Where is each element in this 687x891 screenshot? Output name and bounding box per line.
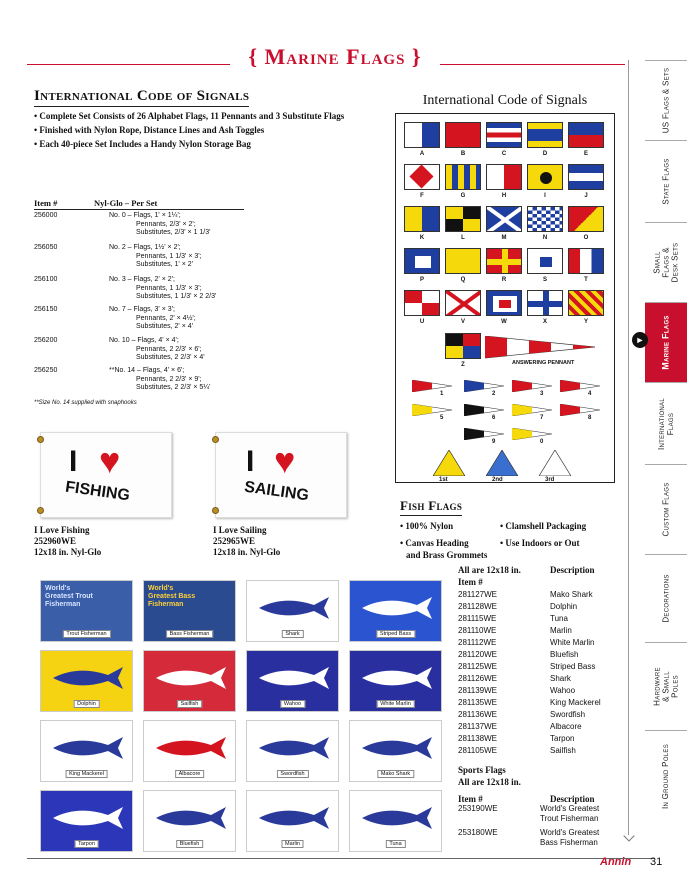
signal-flag-w — [486, 290, 522, 316]
number-pennant — [464, 404, 506, 416]
fish-flag-photo — [246, 580, 339, 642]
signal-flag-s — [527, 248, 563, 274]
item-number: 281127WE — [458, 590, 497, 599]
item-number: 281125WE — [458, 662, 497, 671]
row-desc — [109, 244, 279, 270]
pennant-number: 1 — [440, 391, 444, 397]
bullet-item: • Each 40-piece Set Includes a Handy Nylon Storage Bag — [34, 139, 251, 149]
pennant-number: 9 — [492, 439, 496, 445]
sports-item-number: 253180WE — [458, 828, 498, 837]
heart-icon: ♥ — [274, 441, 296, 481]
fish-description: Marlin — [550, 626, 572, 635]
desc-line: Pennants, 1 1/3' × 3'; — [136, 252, 202, 260]
fish-col-desc: Description — [550, 565, 595, 575]
desc-line: Substitutes, 2' × 4' — [136, 323, 193, 330]
fish-flag-photo — [349, 650, 442, 712]
fish-description: Sailfish — [550, 746, 576, 755]
col-item: Item # — [34, 198, 58, 208]
flag-letter: R — [501, 277, 507, 283]
flag-letter: E — [583, 151, 588, 157]
signal-flag-l — [445, 206, 481, 232]
desc-line: No. 10 – Flags, 4' × 4'; — [109, 337, 179, 344]
number-pennant — [464, 380, 506, 392]
price-row — [34, 337, 274, 367]
fish-icon — [48, 663, 128, 693]
signal-flag-h — [486, 164, 522, 190]
price-table-header — [34, 198, 244, 210]
fish-icon — [48, 733, 128, 763]
desc-line: Substitutes, 2 2/3' × 5¼' — [136, 384, 211, 391]
flag-letter: N — [542, 235, 548, 241]
sidebar-item-custom-flags[interactable] — [645, 464, 687, 554]
photo-label: Tuna — [385, 840, 405, 848]
pennant-number: 8 — [588, 415, 592, 421]
sports-flag-text: World's Greatest Trout Fisherman — [45, 585, 93, 608]
product-name: I Love Sailing — [213, 525, 267, 535]
fish-row — [458, 710, 628, 721]
item-number: 281139WE — [458, 686, 497, 695]
photo-label: Bluefish — [176, 840, 204, 848]
flag-letter: P — [419, 277, 424, 283]
desc-line: No. 2 – Flags, 1½' × 2'; — [109, 244, 181, 251]
sidebar-item-in-ground-poles[interactable] — [645, 730, 687, 822]
flag-letter: U — [419, 319, 425, 325]
photo-label: Swordfish — [276, 770, 308, 778]
item-number: 256100 — [34, 276, 58, 283]
fish-size-note: All are 12x18 in. — [458, 565, 521, 575]
fish-flag-photo — [40, 720, 133, 782]
fish-row — [458, 662, 628, 673]
brand-logo: Annin — [600, 856, 632, 868]
grommet — [37, 436, 44, 443]
fish-icon — [357, 663, 437, 693]
flag-letter: S — [542, 277, 547, 283]
signal-flag-q — [445, 248, 481, 274]
photo-label: Wahoo — [280, 700, 305, 708]
sidebar-item-label: Hardware & Small Poles — [652, 667, 680, 706]
desc-line: Substitutes, 1 1/3' × 2 2/3' — [136, 293, 217, 300]
desc-line: Pennants, 2' × 4½'; — [136, 314, 196, 322]
row-desc — [109, 306, 279, 332]
sidebar-item-international-flags[interactable] — [645, 382, 687, 464]
sidebar-item-label: In Ground Poles — [661, 743, 671, 810]
photo-label: Mako Shark — [377, 770, 414, 778]
sidebar-item-label: Marine Flags — [660, 315, 671, 370]
fish-bullet-cont: and Brass Grommets — [406, 550, 488, 560]
fish-description: Wahoo — [550, 686, 576, 695]
fish-description: Shark — [550, 674, 571, 683]
page-title: { Marine Flags } — [230, 40, 440, 74]
price-row — [34, 212, 274, 242]
fish-icon — [357, 803, 437, 833]
col-desc: Nyl-Glo – Per Set — [94, 198, 158, 208]
pennant-number: 6 — [492, 415, 496, 421]
fish-description: Albacore — [550, 722, 582, 731]
fish-row — [458, 626, 628, 637]
item-number: 256050 — [34, 244, 58, 251]
sidebar-item-label: International Flags — [657, 397, 675, 450]
fish-row — [458, 590, 628, 601]
sidebar-item-decorations[interactable] — [645, 554, 687, 642]
photo-label: Shark — [281, 630, 303, 638]
item-number: 281105WE — [458, 746, 497, 755]
fish-col-item: Item # — [458, 577, 483, 587]
product-size: 12x18 in. Nyl-Glo — [34, 547, 102, 557]
flag-letter: T — [584, 277, 588, 283]
signal-flag-e — [568, 122, 604, 148]
number-pennant — [512, 404, 554, 416]
fish-bullet: • Clamshell Packaging — [500, 521, 587, 531]
product-item: 252960WE — [34, 536, 77, 546]
love-fishing-caption — [34, 525, 154, 558]
sidebar-item-us-flags[interactable] — [645, 60, 687, 140]
item-number: 256150 — [34, 306, 58, 313]
substitute-pennant — [539, 450, 571, 476]
price-row — [34, 367, 274, 397]
desc-line: Pennants, 2 2/3' × 6'; — [136, 345, 202, 353]
fish-icon — [151, 803, 231, 833]
number-pennant — [412, 380, 454, 392]
flag-letter: J — [584, 193, 588, 199]
signal-flag-x — [527, 290, 563, 316]
flag-letter: F — [420, 193, 424, 199]
price-row — [34, 276, 274, 306]
signal-flag-r — [486, 248, 522, 274]
desc-line: Pennants, 1 1/3' × 3'; — [136, 284, 202, 292]
grommet — [212, 507, 219, 514]
photo-label: Dolphin — [73, 700, 100, 708]
flag-letter: D — [542, 151, 548, 157]
pennant-number: 0 — [540, 439, 544, 445]
photo-label: Albacore — [175, 770, 205, 778]
fish-row — [458, 638, 628, 649]
sidebar-item-label: Small Flags & Desk Sets — [652, 242, 680, 283]
photo-label: Striped Bass — [376, 630, 415, 638]
love-word: SAILING — [243, 478, 310, 505]
desc-line: No. 0 – Flags, 1' × 1¼'; — [109, 212, 181, 219]
signal-flag-z — [445, 333, 481, 359]
number-pennant — [560, 380, 602, 392]
fish-icon — [254, 663, 334, 693]
footer-rule — [27, 858, 655, 859]
i-love-fishing-flag — [40, 432, 172, 518]
fish-flag-photo — [143, 580, 236, 642]
fish-icon — [151, 733, 231, 763]
fish-description: White Marlin — [550, 638, 595, 647]
row-desc — [109, 212, 279, 238]
item-number: 281126WE — [458, 674, 497, 683]
flag-letter: M — [501, 235, 507, 241]
number-pennant — [412, 404, 454, 416]
number-pennant — [512, 380, 554, 392]
fish-flag-photo — [40, 580, 133, 642]
item-number: 281136WE — [458, 710, 497, 719]
price-row — [34, 244, 274, 274]
signal-flag-t — [568, 248, 604, 274]
signal-flag-a — [404, 122, 440, 148]
sports-item-number: 253190WE — [458, 804, 498, 813]
signal-flag-v — [445, 290, 481, 316]
answering-pennant — [485, 336, 595, 362]
signal-flag-f — [404, 164, 440, 190]
signal-flag-k — [404, 206, 440, 232]
flag-letter: G — [460, 193, 466, 199]
fish-row — [458, 746, 628, 757]
product-size: 12x18 in. Nyl-Glo — [213, 547, 281, 557]
signal-flag-p — [404, 248, 440, 274]
photo-label: Marlin — [281, 840, 304, 848]
sidebar-item-small-flags[interactable] — [645, 222, 687, 302]
grommet — [212, 436, 219, 443]
desc-line: Substitutes, 2/3' × 1 1/3' — [136, 229, 211, 236]
price-row — [34, 306, 274, 336]
flag-letter: C — [501, 151, 507, 157]
sidebar-item-state-flags[interactable] — [645, 140, 687, 222]
pennant-number: 7 — [540, 415, 544, 421]
substitute-label: 1st — [439, 477, 448, 483]
photo-label: King Mackerel — [65, 770, 108, 778]
fish-flag-photo — [246, 720, 339, 782]
desc-line: Pennants, 2 2/3' × 9'; — [136, 375, 202, 383]
flag-letter: A — [419, 151, 425, 157]
sidebar-rail — [628, 60, 629, 835]
desc-line: Substitutes, 1' × 2' — [136, 261, 193, 268]
sports-col-desc: Description — [550, 794, 595, 804]
fish-icon — [357, 733, 437, 763]
desc-line: Pennants, 2/3' × 2'; — [136, 220, 196, 228]
fish-row — [458, 734, 628, 745]
fish-row — [458, 698, 628, 709]
row-desc — [109, 276, 279, 302]
signal-flag-y — [568, 290, 604, 316]
item-number: 281137WE — [458, 722, 497, 731]
fish-icon — [151, 663, 231, 693]
flag-letter: B — [460, 151, 466, 157]
signal-flag-g — [445, 164, 481, 190]
bullet-item: • Finished with Nylon Rope, Distance Lines and Ash Toggles — [34, 125, 265, 135]
fish-description: Tarpon — [550, 734, 575, 743]
substitute-label: 3rd — [545, 477, 555, 483]
grommet — [37, 507, 44, 514]
fish-icon — [254, 733, 334, 763]
answering-label: ANSWERING PENNANT — [512, 360, 575, 366]
fish-row — [458, 650, 628, 661]
flag-letter: K — [419, 235, 425, 241]
fish-description: Mako Shark — [550, 590, 593, 599]
sidebar-item-label: Custom Flags — [661, 482, 671, 537]
substitute-pennant — [433, 450, 465, 476]
substitute-label: 2nd — [492, 477, 503, 483]
fish-bullet: • 100% Nylon — [400, 521, 454, 531]
row-desc — [109, 367, 279, 393]
fish-description: King Mackerel — [550, 698, 601, 707]
flag-letter: H — [501, 193, 507, 199]
fish-flag-photo — [246, 790, 339, 852]
item-number: 281138WE — [458, 734, 497, 743]
desc-line: No. 3 – Flags, 2' × 2'; — [109, 276, 175, 283]
flag-letter: V — [460, 319, 465, 325]
ics-bullet-list — [34, 110, 354, 152]
flag-letter: X — [542, 319, 547, 325]
sidebar-item-label: State Flags — [661, 158, 671, 205]
fish-row — [458, 686, 628, 697]
love-word: FISHING — [64, 478, 131, 505]
pennant-number: 2 — [492, 391, 496, 397]
sports-flag-text: World's Greatest Bass Fisherman — [148, 585, 196, 608]
fish-description: Dolphin — [550, 602, 578, 611]
flag-letter: Q — [460, 277, 466, 283]
item-number: 281128WE — [458, 602, 497, 611]
signal-flag-c — [486, 122, 522, 148]
fish-bullet: • Canvas Heading — [400, 538, 469, 548]
fish-flag-photo — [349, 580, 442, 642]
product-item: 252965WE — [213, 536, 256, 546]
signal-flag-m — [486, 206, 522, 232]
fish-flag-photo — [40, 650, 133, 712]
fish-description: Tuna — [550, 614, 568, 623]
fish-row — [458, 722, 628, 733]
desc-line: No. 7 – Flags, 3' × 3'; — [109, 306, 175, 313]
signal-flag-i — [527, 164, 563, 190]
signal-flag-j — [568, 164, 604, 190]
item-number: 281112WE — [458, 638, 497, 647]
pennant-number: 3 — [540, 391, 544, 397]
fish-row — [458, 614, 628, 625]
flag-letter: I — [544, 193, 546, 199]
signals-title: International Code of Signals — [422, 93, 588, 108]
flag-letter: L — [461, 235, 465, 241]
item-number: 281135WE — [458, 698, 497, 707]
flag-letter: Y — [583, 319, 588, 325]
signal-flag-u — [404, 290, 440, 316]
fish-flag-photo — [349, 720, 442, 782]
i-love-sailing-flag — [215, 432, 347, 518]
item-number: 281110WE — [458, 626, 497, 635]
sports-desc-line: Trout Fisherman — [540, 814, 599, 823]
fish-icon — [48, 803, 128, 833]
item-number: 281115WE — [458, 614, 497, 623]
photo-label: Trout Fisherman — [62, 630, 110, 638]
fish-flag-photo — [143, 650, 236, 712]
fish-description: Striped Bass — [550, 662, 596, 671]
bullet-item: • Complete Set Consists of 26 Alphabet Flags, 11 Pennants and 3 Substitute Flags — [34, 111, 345, 121]
sidebar-item-hardware[interactable] — [645, 642, 687, 730]
love-sailing-caption — [213, 525, 333, 558]
active-section-arrow-icon: ► — [632, 332, 648, 348]
rail-end-mark — [623, 830, 634, 841]
sports-col-item: Item # — [458, 794, 483, 804]
item-number: 256000 — [34, 212, 58, 219]
photo-label: White Marlin — [376, 700, 415, 708]
fish-description: Swordfish — [550, 710, 586, 719]
fish-icon — [254, 593, 334, 623]
row-desc — [109, 337, 279, 363]
substitute-pennant — [486, 450, 518, 476]
fish-icon — [254, 803, 334, 833]
fish-flag-photo — [349, 790, 442, 852]
number-pennant — [560, 404, 602, 416]
fish-flag-photo — [143, 720, 236, 782]
item-number: 281120WE — [458, 650, 497, 659]
sidebar-item-label: US Flags & Sets — [661, 67, 671, 134]
item-number: 256250 — [34, 367, 58, 374]
sports-size-note: All are 12x18 in. — [458, 777, 521, 787]
ics-heading: International Code of Signals — [34, 88, 249, 107]
fish-heading: Fish Flags — [400, 498, 462, 516]
fish-flag-photo — [143, 790, 236, 852]
pennant-number: 4 — [588, 391, 592, 397]
desc-line: **No. 14 – Flags, 4' × 6'; — [109, 367, 185, 374]
page-number: 31 — [650, 856, 663, 868]
flag-letter: Z — [461, 362, 465, 368]
sidebar-item-marine-flags[interactable] — [645, 302, 687, 382]
signal-flag-b — [445, 122, 481, 148]
flag-letter: W — [501, 319, 507, 325]
pennant-number: 5 — [440, 415, 444, 421]
heart-icon: ♥ — [99, 441, 121, 481]
fish-description: Bluefish — [550, 650, 579, 659]
sports-desc-line: World's Greatest — [540, 828, 600, 837]
photo-label: Tarpon — [74, 840, 99, 848]
sports-heading: Sports Flags — [458, 765, 506, 775]
fish-flag-photo — [246, 650, 339, 712]
fish-bullet: • Use Indoors or Out — [500, 538, 580, 548]
sports-desc-line: Bass Fisherman — [540, 838, 598, 847]
i-letter: I — [69, 445, 78, 478]
photo-label: Bass Fisherman — [166, 630, 214, 638]
fish-row — [458, 602, 628, 613]
item-number: 256200 — [34, 337, 58, 344]
sidebar-item-label: Decorations — [661, 574, 671, 623]
sports-desc-line: World's Greatest — [540, 804, 600, 813]
size-note: **Size No. 14 supplied with snaphooks — [34, 400, 137, 406]
number-pennant — [512, 428, 554, 440]
fish-flag-photo — [40, 790, 133, 852]
fish-row — [458, 674, 628, 685]
number-pennant — [464, 428, 506, 440]
product-name: I Love Fishing — [34, 525, 90, 535]
signal-flag-d — [527, 122, 563, 148]
desc-line: Substitutes, 2 2/3' × 4' — [136, 354, 205, 361]
i-letter: I — [246, 445, 255, 478]
signal-flag-o — [568, 206, 604, 232]
photo-label: Sailfish — [177, 700, 203, 708]
signal-flag-n — [527, 206, 563, 232]
flag-letter: O — [583, 235, 589, 241]
fish-icon — [357, 593, 437, 623]
